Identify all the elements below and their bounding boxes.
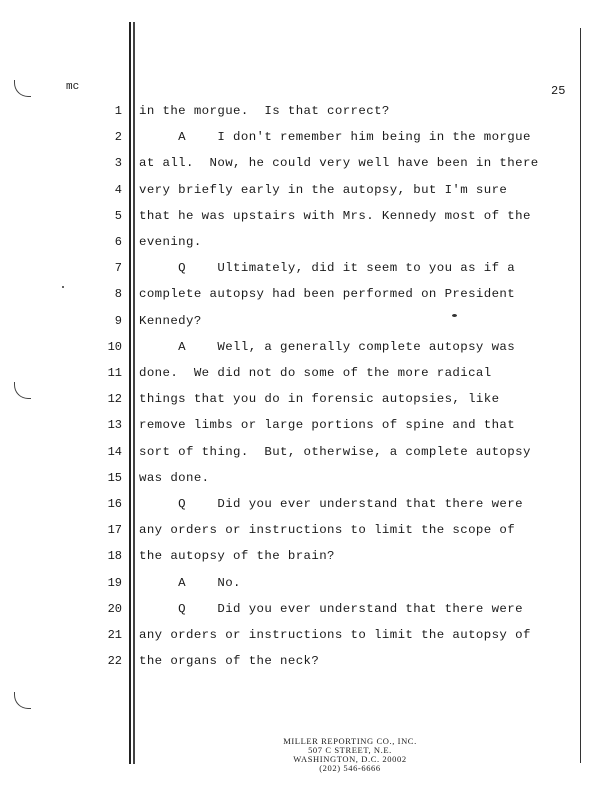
line-number: 22 [107,654,122,669]
line-number: 13 [107,418,122,433]
line-number: 21 [107,628,122,642]
transcript-line [0,156,612,176]
line-number: 3 [114,156,122,171]
transcript-line [0,366,612,386]
line-number: 4 [114,182,122,197]
line-text: the organs of the neck? [139,654,320,669]
transcript-line [0,654,612,674]
footer-street: 507 C STREET, N.E. [308,745,392,755]
footer-phone: (202) 546-6666 [319,763,381,773]
transcript-line [0,130,612,150]
transcript-line [0,418,612,438]
transcript-line [0,104,612,124]
transcript-line [0,183,612,203]
line-text: any orders or instructions to limit the autopsy of [139,628,531,642]
line-text: any orders or instructions to limit the scope of [139,523,516,538]
transcript-line [0,287,612,307]
transcript-line [0,235,612,255]
line-number: 17 [107,523,122,538]
line-text: that he was upstairs with Mrs. Kennedy most of the [139,208,531,223]
transcript-line [0,602,612,622]
line-text: Q Did you ever understand that there were [139,497,523,511]
line-text: A No. [139,575,241,590]
line-number: 2 [114,130,122,145]
transcript-line [0,628,612,648]
line-number: 9 [114,313,122,328]
page-number: 25 [551,84,566,98]
line-number: 10 [107,339,122,354]
line-text: A Well, a generally complete autopsy was [139,339,516,354]
line-number: 15 [107,470,122,485]
line-number: 12 [107,392,122,407]
line-number: 7 [114,261,122,276]
line-number: 5 [114,208,122,223]
line-text: complete autopsy had been performed on President [139,287,516,302]
line-text: was done. [139,470,210,485]
transcript-line [0,392,612,412]
footer-city: WASHINGTON, D.C. 20002 [293,754,407,764]
line-number: 18 [107,549,122,564]
line-text: Kennedy? [139,313,202,328]
line-text: Q Did you ever understand that there were [139,601,523,616]
transcript-line [0,549,612,569]
transcript-line [0,261,612,281]
transcript-line [0,314,612,334]
binder-hole-mark-top [14,80,31,97]
transcript-line [0,523,612,543]
line-number: 8 [114,287,122,302]
reporter-initials: mc [66,81,80,93]
reporting-company-footer [230,737,470,773]
line-number: 19 [107,575,122,590]
line-number: 11 [107,366,122,380]
transcript-line [0,497,612,517]
line-text: evening. [139,235,202,249]
line-number: 6 [114,235,122,249]
line-text: remove limbs or large portions of spine and that [139,418,516,433]
line-text: A I don't remember him being in the morgue [139,130,531,145]
transcript-line [0,340,612,360]
transcript-line [0,471,612,491]
line-text: done. We did not do some of the more radical [139,366,492,380]
line-text: the autopsy of the brain? [139,549,335,564]
line-number: 14 [107,444,122,459]
line-text: at all. Now, he could very well have been in there [139,156,539,171]
transcript-line [0,576,612,596]
line-text: in the morgue. Is that correct? [139,104,390,118]
line-number: 1 [114,104,122,118]
line-text: Q Ultimately, did it seem to you as if a [139,261,516,276]
footer-company: MILLER REPORTING CO., INC. [283,736,417,746]
line-number: 20 [107,601,122,616]
line-number: 16 [107,497,122,511]
line-text: very briefly early in the autopsy, but I'm sure [139,182,508,197]
binder-hole-mark-bottom [14,692,31,709]
line-text: sort of thing. But, otherwise, a complete autopsy [139,444,531,459]
transcript-line [0,209,612,229]
transcript-line [0,445,612,465]
line-text: things that you do in forensic autopsies, like [139,392,500,407]
